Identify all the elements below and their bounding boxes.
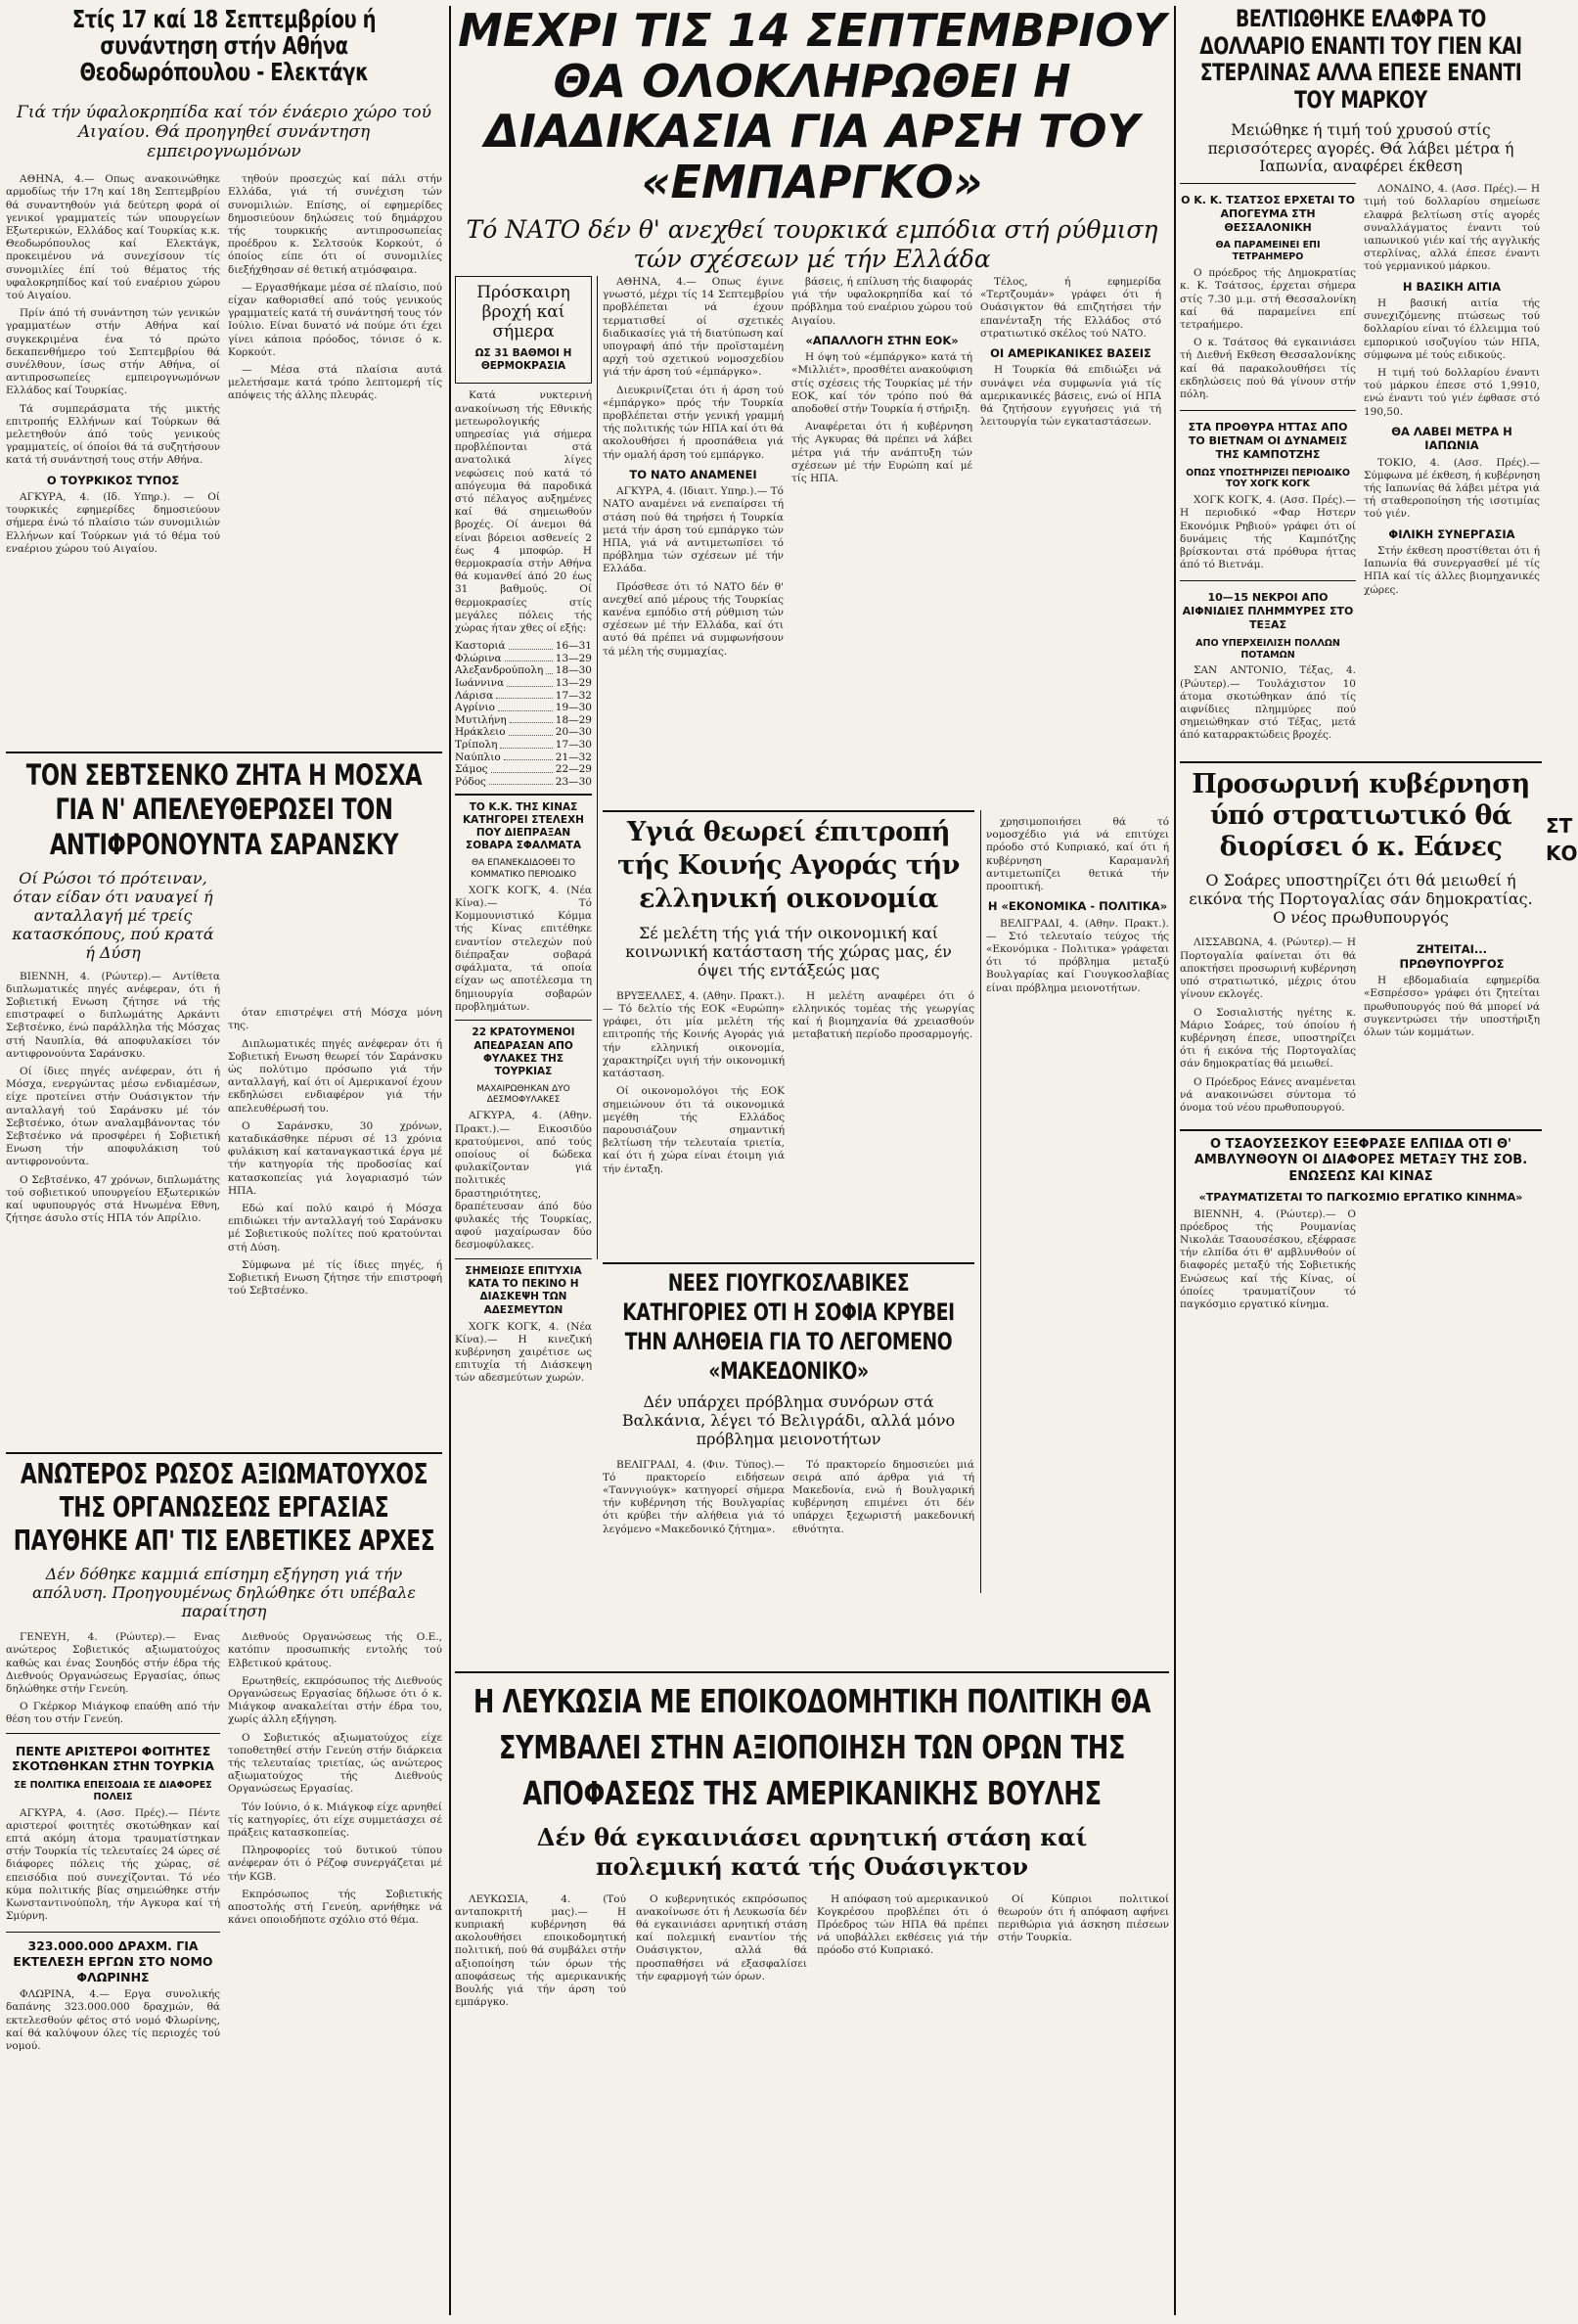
headline-eec: Υγιά θεωρεί έπιτροπή τής Κοινής Αγοράς τήν ελληνική οικονομία [617,817,960,914]
headline-yugoslavia: ΝΕΕΣ ΓΙΟΥΓΚΟΣΛΑΒΙΚΕΣ ΚΑΤΗΓΟΡΙΕΣ ΟΤΙ Η ΣΟΦΙΑ ΚΡΥΒΕΙ ΤΗΝ ΑΛΗΘΕΙΑ ΓΙΑ ΤΟ ΛΕΓΟΜΕΝΟ «ΜΑΚΕΔΟΝΙΚΟ» [622,1269,955,1385]
column-econ [986,816,1169,1579]
body-paragraph: ΑΓΚΥΡΑ, 4. (Ιδ. Υπηρ.). — Οί τουρκικές εφημερίδες δημοσιεύουν σήμερα ένώ τό πλαίσιο τών συνομιλιών Ελλήνων καί Τούρκων γιά τό θέμα τού εναέριου χώρου τού Αιγαίου. [6,490,220,555]
body-paragraph: Διευκρινίζεται ότι ή άρση τού «έμπάργκο» πρός τήν Τουρκία προβλέπεται στήν γενική γραμμή τής πολιτικής τών ΗΠΑ καί ότι θά ακολουθήσει ή προσπάθεια γιά τήν ομαλή άρση τού εμπάργκο. [603,384,784,461]
headline-dollar: ΒΕΛΤΙΩΘΗΚΕ ΕΛΑΦΡΑ ΤΟ ΔΟΛΛΑΡΙΟ ΕΝΑΝΤΙ ΤΟΥ ΓΙΕΝ ΚΑΙ ΣΤΕΡΛΙΝΑΣ ΑΛΛΑ ΕΠΕΣΕ ΕΝΑΝΤΙ ΤΟΥ ΜΑΡΚΟΥ [1199,5,1522,114]
headline-peking: ΣΗΜΕΙΩΣΕ ΕΠΙΤΥΧΙΑ ΚΑΤΑ ΤΟ ΠΕΚΙΝΟ Η ΔΙΑΣΚΕΨΗ ΤΩΝ ΑΔΕΣΜΕΥΤΩΝ [465,1265,582,1316]
main-headline: ΜΕΧΡΙ ΤΙΣ 14 ΣΕΠΤΕΜΒΡΙΟΥ ΘΑ ΟΛΟΚΛΗΡΩΘΕΙ Η ΔΙΑΔΙΚΑΣΙΑ ΓΙΑ ΑΡΣΗ ΤΟΥ «ΕΜΠΑΡΓΚΟ» [458,4,1166,208]
temperature-range: 17—30 [555,739,592,751]
temperature-city: Λάρισα [455,689,494,702]
subhead-portugal: Ο Σοάρες υποστηρίζει ότι θά μειωθεί ή εικόνα τής Πορτογαλίας σάν δημοκρατίας. Ο νέος πρωθυπουργός [1189,870,1533,927]
headline-portugal: Προσωρινή κυβέρνηση ύπό στρατιωτικό θά διορίσει ό κ. Εάνες [1192,768,1530,863]
body-paragraph: όταν επιστρέψει στή Μόσχα μόνη της. [228,1007,442,1032]
leader-dots [510,714,553,724]
temperature-row [455,726,592,739]
column-rule [980,810,981,1593]
edge-text: ΣΤ [1546,814,1573,838]
body-paragraph: τηθούν προσεχώς καί πάλι στήν Ελλάδα, γιά τή συνέχιση τών συνομιλιών. Επίσης, οί εφημερίδες δημοσιεύουν δηλώσεις τού δημάρχου τής τουρκικής αντιπροσωπείας προέδρου κ. Σελτσούκ Κορκούτ, ό όποίος είπε ότι οί συνομιλίες διεξήχθησαν σέ θετική ατμόσφαιρα. [228,173,442,276]
body-paragraph: Αναφέρεται ότι ή κυβέρνηση τής Αγκυρας θά πρέπει νά λάβει μέτρα γιά τήν ανάπτυξη τών σχέσεων μέ τήν Ευρώπη καί μέ τίς ΗΠΑ. [791,421,972,485]
temperature-range: 21—32 [555,751,592,763]
edge-text: ΚΟ [1546,842,1578,865]
divider [603,1262,974,1264]
article-headline-meeting: Στίς 17 καί 18 Σεπτεμβρίου ή συνάντηση στήν Αθήνα Θεοδωρόπουλου - Ελεκτάγκ [71,5,377,86]
headline-china: ΤΟ Κ.Κ. ΤΗΣ ΚΙΝΑΣ ΚΑΤΗΓΟΡΕΙ ΣΤΕΛΕΧΗ ΠΟΥ ΔΙΕΠΡΑΞΑΝ ΣΟΒΑΡΑ ΣΦΑΛΜΑΤΑ [463,800,584,852]
body-paragraph: ΒΙΕΝΝΗ, 4. (Ρώυτερ).— Αντίθετα διπλωματικές πηγές ανέφεραν, ότι ή Σοβιετική Ενωση ζήτησε νά τής επιστραφεί ο διπλωμάτης Αρκάντι Σεβτσένκο, ένώ παράλληλα τής Μόσχας στή Ναυπλία, θά αποφυλακίσει τόν αντιφρονούντα Σαράνσκυ. [6,970,220,1060]
leader-dots [507,677,553,687]
body-paragraph: Κατά νυκτερινή ανακοίνωση τής Εθνικής μετεωρολογικής υπηρεσίας γιά σήμερα προβλέπονται στά ανατολικά λίγες νεφώσεις πού κατά τό απόγευμα θά παροδικά στό πέλαγος αυξημένες καί θά σημειωθούν βροχές. Οί άνεμοι θά είναι βόρειοι ασθενείς 2 έως 4 μποφώρ. Η θερμοκρασία στήν Αθήνα θά κυμανθεί άπό 20 έως 31 βαθμούς. Οί θερμοκρασίες στίς μεγάλες πόλεις τής χώρας ήταν χθες οί εξής: [455,389,592,635]
leader-dots [504,752,553,761]
article-intro-russian-official: Δέν δόθηκε καμμιά επίσημη εξήγηση γιά τήν απόλυση. Προηγουμένως δηλώθηκε ότι υπέβαλε παραίτηση [31,1565,417,1621]
body-paragraph: Οί Κύπριοι πολιτικοί θεωρούν ότι ή απόφαση αφήνει περιθώρια γιά άσκηση πιέσεων στήν Τουρκία. [998,1892,1169,1944]
temperature-city: Αλεξανδρούπολη [455,664,544,677]
subhead-china: ΘΑ ΕΠΑΝΕΚΔΙΔΟΘΕΙ ΤΟ ΚΟΜΜΑΤΙΚΟ ΠΕΡΙΟΔΙΚΟ [470,858,577,880]
body-paragraph: ΧΟΓΚ ΚΟΓΚ, 4. (Ασσ. Πρές).— Η περιοδικό «Φαρ Ηστερν Εκονόμικ Ρηβιού» γράφει ότι οί δυνάμεις τής Καμπότζης βρίσκονται στά πρόθυρα ήττας άπό τό Βιετνάμ. [1180,494,1356,571]
body-paragraph: Ο Σαράνσκυ, 30 χρόνων, καταδικάσθηκε πέρυσι σέ 13 χρόνια φυλάκιση καί καταναγκαστικά έργα μέ τήν κατηγορία τής προδοσίας καί κατασκοπείας γιά λογαριασμό τών ΗΠΑ. [228,1119,442,1197]
headline-students: ΠΕΝΤΕ ΑΡΙΣΤΕΡΟΙ ΦΟΙΤΗΤΕΣ ΣΚΟΤΩΘΗΚΑΝ ΣΤΗΝ ΤΟΥΡΚΙΑ [12,1743,214,1774]
divider [455,794,592,796]
body-paragraph: Πρίν άπό τή συνάντηση τών γενικών γραμματέων στήν Αθήνα καί συγκεκριμένα ένα τό πρώτο δεκαπενθήμερο τού Σεπτεμβρίου θά συνέλθουν, ίσως στήν Αθήνα, οί αντιπροσωπείες εμπειρογνωμόνων Ελλάδος καί Τουρκίας. [6,307,220,397]
body-paragraph: Η τιμή τού δολλαρίου έναντι τού μάρκου έπεσε στό 1,9910, ενώ έναντι τού γιέν έφθασε στό 190,50. [1364,367,1540,418]
body-paragraph: — Μέσα στά πλαίσια αυτά μελετήσαμε κατά τρόπο λεπτομερή τίς απόψεις τής άλλης πλευράς. [228,363,442,402]
section-label-press: Ο ΤΟΥΡΚΙΚΟΣ ΤΥΠΟΣ [46,473,180,487]
weather-subtitle: ΩΣ 31 ΒΑΘΜΟΙ Η ΘΕΡΜΟΚΡΑΣΙΑ [474,347,572,373]
body-paragraph: Ερωτηθείς, εκπρόσωπος τής Διεθνούς Οργανώσεως Εργασίας δήλωσε ότι ό κ. Μιάγκοφ ανακαλείται στήν έδρα του, χωρίς άλλη εξήγηση. [228,1674,442,1726]
article-headline-sevtsenko: ΤΟΝ ΣΕΒΤΣΕΝΚΟ ΖΗΤΑ Η ΜΟΣΧΑ ΓΙΑ Ν' ΑΠΕΛΕΥΘΕΡΩΣΕΙ ΤΟΝ ΑΝΤΙΦΡΟΝΟΥΝΤΑ ΣΑΡΑΝΣΚΥ [25,758,423,861]
temperature-range: 13—29 [555,677,592,690]
body-paragraph: Ο Πρόεδρος Εάνες αναμένεται νά ανακοινώσει σύντομα τό όνομα τού νέου πρωθυπουργού. [1180,1075,1356,1114]
temperature-city: Φλώρινα [455,652,502,664]
temperature-row [455,664,592,677]
headline-cyprus: Η ΛΕΥΚΩΣΙΑ ΜΕ ΕΠΟΙΚΟΔΟΜΗΤΙΚΗ ΠΟΛΙΤΙΚΗ ΘΑ ΣΥΜΒΑΛΕΙ ΣΤΗΝ ΑΞΙΟΠΟΙΗΣΗ ΤΩΝ ΟΡΩΝ ΤΗΣ ΑΠΟΦΑΣΕΩΣ ΤΗΣ ΑΜΕΡΙΚΑΝΙΚΗΣ ΒΟΥΛΗΣ [473,1682,1151,1812]
subhead-tsaousesku: «ΤΡΑΥΜΑΤΙΖΕΤΑΙ ΤΟ ΠΑΓΚΟΣΜΙΟ ΕΡΓΑΤΙΚΟ ΚΙΝΗΜΑ» [1198,1190,1523,1204]
body-paragraph: ΒΕΛΙΓΡΑΔΙ, 4. (Φιν. Τύπος).— Τό πρακτορείο ειδήσεων «Ταννγιούγκ» κατηγορεί σήμερα τήν κυβέρνηση τής Βουλγαρίας ότι κρύβει τήν αλήθεια γιά τό λεγόμενο «Μακεδονικό ζήτημα». [603,1458,785,1535]
body-paragraph: Οί οικονομολόγοι τής ΕΟΚ σημειώνουν ότι τά οικονομικά μεγέθη τής Ελλάδος παρουσιάζουν σημαντική βελτίωση τήν τελευταία τριετία, καί ότι ή χώρα είναι έτοιμη γιά τήν ένταξη. [603,1085,785,1175]
box-florina [6,1938,220,2053]
body-paragraph: Στήν έκθεση προστίθεται ότι ή Ιαπωνία θά συνεργασθεί μέ τίς ΗΠΑ καί τίς άλλες βιομηχανικές χώρες. [1364,544,1540,596]
body-paragraph: Η εβδομαδιαία εφημερίδα «Εσπρέσσο» γράφει ότι ζητείται πρωθυπουργός πού θά μπορεί νά συγκεντρώσει τήν υποστήριξη όλων τών κομμάτων. [1364,975,1540,1039]
temperature-city: Καστοριά [455,640,506,653]
body-paragraph: Ο κ. Τσάτσος θά εγκαινιάσει τή Διεθνή Εκθεση Θεσσαλονίκης καί θά παρακολουθήσει τίς εκδηλώσεις πού θά γίνουν στήν πόλη. [1180,337,1356,401]
body-paragraph: ΑΓΚΥΡΑ, 4. (Αθην. Πρακτ.).— Εικοσιδύο κρατούμενοι, από τούς οποίους οί δώδεκα φυλακίζονταν γιά πολιτικές δραστηριότητες, δραπέτευσαν άπό δύο φυλακές τής Τουρκίας, αφού μαχαίρωσαν δύο δεσμοφύλακες. [455,1110,592,1252]
temperature-range: 20—30 [555,726,592,739]
body-paragraph: ΧΟΓΚ ΚΟΓΚ, 4. (Νέα Κίνα).— Τό Κομμουνιστικό Κόμμα τής Κίνας επιτέθηκε εναντίον στελεχών πού διέπραξαν σοβαρά σφάλματα, τά οποία είχαν ως αποτέλεσμα τη δημιουργία σοβαρών προβλημάτων. [455,884,592,1013]
headline-tsaousesku: Ο ΤΣΑΟΥΣΕΣΚΟΥ ΕΞΕΦΡΑΣΕ ΕΛΠΙΔΑ ΟΤΙ Θ' ΑΜΒΛΥΝΘΟΥΝ ΟΙ ΔΙΑΦΟΡΕΣ ΜΕΤΑΞΥ ΤΗΣ ΣΟΒ. ΕΝΩΣΕΩΣ ΚΑΙ ΚΙΝΑΣ [1194,1137,1528,1184]
body-paragraph: Τό πρακτορείο δημοσιεύει μιά σειρά από άρθρα γιά τή Μακεδονία, ενώ ή Βουλγαρική κυβέρνηση επιμένει ότι δέν υπάρχει ξεχωριστή μακεδονική εθνότητα. [792,1458,974,1535]
headline-vietnam: ΣΤΑ ΠΡΟΘΥΡΑ ΗΤΤΑΣ ΑΠΟ ΤΟ ΒΙΕΤΝΑΜ ΟΙ ΔΥΝΑΜΕΙΣ ΤΗΣ ΚΑΜΠΟΤΖΗΣ [1188,421,1348,461]
subhead-texas: ΑΠΟ ΥΠΕΡΧΕΙΛΙΣΗ ΠΟΛΛΩΝ ΠΟΤΑΜΩΝ [1195,637,1340,661]
weather-title: Πρόσκαιρη βροχή καί σήμερα [476,283,570,342]
subhead-vietnam: ΟΠΩΣ ΥΠΟΣΤΗΡΙΖΕΙ ΠΕΡΙΟΔΙΚΟ ΤΟΥ ΧΟΓΚ ΚΟΓΚ [1186,467,1350,490]
section-label-japan: ΘΑ ΛΑΒΕΙ ΜΕΤΡΑ Η ΙΑΠΩΝΙΑ [1391,424,1512,453]
column-right [1180,6,1542,2315]
body-paragraph: Ο κυβερνητικός εκπρόσωπος ανακοίνωσε ότι ή Λευκωσία δέν θά εγκαινιάσει αρνητική στάση καί πολεμική εναντίον τής Ουάσιγκτον, αλλά θά προσπαθήσει νά εξασφαλίσει τήν εφαρμογή τών όρων. [636,1892,807,1982]
subhead-students: ΣΕ ΠΟΛΙΤΙΚΑ ΕΠΕΙΣΟΔΙΑ ΣΕ ΔΙΑΦΟΡΕΣ ΠΟΛΕΙΣ [14,1779,212,1802]
body-paragraph: Ο Σοβιετικός αξιωματούχος είχε τοποθετηθεί στήν Γενεύη στήν διάρκεια τής τελευταίας τριετίας, ώς ανώτερος αξιωματούχος τής Διεθνούς Οργανώσεως Εργασίας. [228,1731,442,1796]
column-center-left [455,276,592,1385]
temperature-range: 18—29 [555,713,592,726]
subhead-eec: Σέ μελέτη τής γιά τήν οικονομική καί κοινωνική κατάσταση τής χώρας μας, έν όψει τής εντάξεώς μας [625,924,952,980]
box-texas [1180,580,1356,751]
body-paragraph: ΤΟΚΙΟ, 4. (Ασσ. Πρές).— Σύμφωνα μέ έκθεση, ή κυβέρνηση τής Ιαπωνίας θά λάβει μέτρα γιά τή σταθεροποίηση τής ισοτιμίας τού γιέν. [1364,456,1540,521]
temperature-row [455,677,592,690]
body-paragraph: ΛΙΣΣΑΒΩΝΑ, 4. (Ρώυτερ).— Η Πορτογαλία φαίνεται ότι θά αποκτήσει προσωρινή κυβέρνηση υπό στρατιωτικό, μέχρις ότου γίνουν εκλογές. [1180,936,1356,1001]
body-paragraph: Πρόσθεσε ότι τό ΝΑΤΟ δέν θ' ανεχθεί από μέρους τής Τουρκίας κανένα εμπόδιο στή ρύθμιση τών σχέσεων μέ τήν Ελλάδα, καί ότι αυτό θά πρέπει νά συμφωνήσουν τά μέλη τής συμμαχίας. [603,580,784,658]
intro-dollar: Μειώθηκε ή τιμή τού χρυσού στίς περισσότερες αγορές. Θά λάβει μέτρα ή Ιαπωνία, αναφέρει έκθεση [1207,121,1514,175]
temperature-range: 17—32 [555,689,592,702]
column-rule [1174,6,1176,2315]
box-vietnam [1180,411,1356,580]
temperature-range: 23—30 [555,775,592,788]
body-paragraph: βάσεις, ή επίλυση τής διαφοράς γιά τήν υφαλοκρηπίδα καί τό πρόβλημα τού εναέριου χώρου τού Αιγαίου. [791,276,972,327]
article-eec [603,816,974,1266]
body-paragraph: ΑΓΚΥΡΑ, 4. (Ιδιαιτ. Υπηρ.).— Τό ΝΑΤΟ αναμένει νά ενεπαίρσει τή στάση πού θά τηρήσει ή Τουρκία μετά τήν άρση τού εμπάργκο τών ΗΠΑ, γιά νά αντιμετωπίσει τό πρόβλημα τών σχέσεων μέ τήν Ελλάδα. [603,485,784,575]
divider [455,1258,592,1260]
box-tsatsos [1180,183,1356,411]
edge-fragment [1546,812,1578,890]
section-label-cooperation: ΦΙΛΙΚΗ ΣΥΝΕΡΓΑΣΙΑ [1388,526,1515,541]
section-label-cause: Η ΒΑΣΙΚΗ ΑΙΤΙΑ [1402,279,1502,294]
article-intro-sevtsenko: Οί Ρώσοι τό πρότειναν, όταν είδαν ότι ναυαγεί ή ανταλλαγή μέ τρείς κατασκόπους, πού κρατά ή Δύση [12,869,214,962]
body-paragraph: ΧΟΓΚ ΚΟΓΚ, 4. (Νέα Κίνα).— Η κινεζική κυβέρνηση χαιρέτισε ως επιτυχία τή Διάσκεψη τών αδεσμεύτων χωρών. [455,1320,592,1385]
body-paragraph: Ο Γκέρκορ Μιάγκοφ επαύθη από τήν θέση του στήν Γενεύη. [6,1701,220,1726]
subhead-tsatsos: ΘΑ ΠΑΡΑΜΕΙΝΕΙ ΕΠΙ ΤΕΤΡΑΗΜΕΡΟ [1215,240,1321,263]
article-headline-russian-official: ΑΝΩΤΕΡΟΣ ΡΩΣΟΣ ΑΞΙΩΜΑΤΟΥΧΟΣ ΤΗΣ ΟΡΓΑΝΩΣΕΩΣ ΕΡΓΑΣΙΑΣ ΠΑΥΘΗΚΕ ΑΠ' ΤΙΣ ΕΛΒΕΤΙΚΕΣ ΑΡΧΕΣ [13,1458,435,1558]
body-paragraph: Τόν Ιούνιο, ό κ. Μιάγκοφ είχε αρνηθεί τίς κατηγορίες, ότι είχε συμμετάσχει σέ πράξεις κατασκοπείας. [228,1800,442,1839]
leader-dots [509,726,553,736]
body-paragraph: Η απόφαση τού αμερικανικού Κογκρέσου προβλέπει ότι ό Πρόεδρος τών ΗΠΑ θά πρέπει νά υποβάλλει εκθέσεις γιά τήν πρόοδο στό Κυπριακό. [817,1892,988,1957]
body-paragraph: Η όψη τού «έμπάργκο» κατά τή «Μιλλιέτ», προσθέτει ανακούφιση στίς σχέσεις τής Τουρκίας μέ τήν ΕΟΚ, καί τόν τρόπο πού θά αποδοθεί στήν Τουρκία ή στήριξη. [791,351,972,415]
temperature-city: Ρόδος [455,775,486,788]
divider [1180,761,1542,763]
section-label-us-bases: ΟΙ ΑΜΕΡΙΚΑΝΙΚΕΣ ΒΑΣΕΙΣ [990,346,1151,361]
temperature-city: Σάμος [455,763,488,776]
section-label-nato: ΤΟ ΝΑΤΟ ΑΝΑΜΕΝΕΙ [629,467,757,481]
body-paragraph: ΛΕΥΚΩΣΙΑ, 4. (Τού ανταποκριτή μας).— Η κυπριακή κυβέρνηση θά ακολουθήσει εποικοδομητική πολιτική, πού θά συμβάλει στήν αξιοποίηση τών όρων τής αποφάσεως τής αμερικανικής Βουλής γιά τήν άρση τού εμπάργκο. [455,1892,626,2009]
body-paragraph: Πληροφορίες τού δυτικού τύπου ανέφεραν ότι ό Ρέζοφ συνεργάζεται μέ τήν KGB. [228,1845,442,1883]
headline-florina: 323.000.000 ΔΡΑΧΜ. ΓΙΑ ΕΚΤΕΛΕΣΗ ΕΡΓΩΝ ΣΤΟ ΝΟΜΟ ΦΛΩΡΙΝΗΣ [13,1938,213,1984]
section-label-wanted: ΖΗΤΕΙΤΑΙ... ΠΡΩΘΥΠΟΥΡΓΟΣ [1399,942,1505,971]
temperature-range: 18—30 [555,664,592,677]
section-label-eec: «ΑΠΑΛΛΟΓΗ ΣΤΗΝ ΕΟΚ» [805,333,959,347]
headline-turkey-prison: 22 ΚΡΑΤΟΥΜΕΝΟΙ ΑΠΕΔΡΑΣΑΝ ΑΠΟ ΦΥΛΑΚΕΣ ΤΗΣ ΤΟΥΡΚΙΑΣ [472,1026,575,1077]
temperature-range: 22—29 [555,763,592,776]
divider [1180,1129,1542,1131]
leader-dots [509,640,553,650]
column-nato [603,276,1169,804]
body-paragraph: ΒΙΕΝΝΗ, 4. (Ρώυτερ).— Ο πρόεδρος τής Ρουμανίας Νικολάε Τσαουσέσκου, εξέφρασε τήν ελπίδα ότι θ' αμβλυνθούν οί διαφορές μεταξύ τής Σοβιετικής Ενώσεως καί τής Κίνας, οί όποίες τραυματίζουν τό παγκόσμιο εργατικό κίνημα. [1180,1208,1356,1311]
body-paragraph: χρησιμοποιήσει θά τό νομοσχέδιο γιά νά επιτύχει πρόοδο στό Κυπριακό, καί ότι ή κυβέρνηση Καραμανλή αντιμετωπίζει θετικά τήν προοπτική. [986,816,1169,893]
body-paragraph: Ο Σεβτσένκο, 47 χρόνων, διπλωμάτης τού σοβιετικού υπουργείου Εξωτερικών καί υφυπουργός στά Ηνωμένα Εθνη, ζήτησε άσυλο στίς ΗΠΑ τόν Απρίλιο. [6,1173,220,1225]
temperature-range: 13—29 [555,652,592,664]
body-paragraph: Η βασική αιτία τής συνεχιζόμενης πτώσεως τού δολλαρίου είναι τό έλλειμμα τού εμπορικού ισοζυγίου τών ΗΠΑ, σύμφωνα μέ τούς ειδικούς. [1364,297,1540,361]
body-paragraph: — Εργασθήκαμε μέσα σέ πλαίσιο, πού είχαν καθορισθεί από τούς γενικούς γραμματείς κατά τή συνάντησή τους τόν Ιούλιο. Είναι δυνατό νά πούμε ότι έχει γίνει κάποια πρόοδος, τόνισε ό κ. Κορκούτ. [228,281,442,358]
divider [6,752,442,753]
temperature-city: Ναύπλιο [455,751,501,763]
leader-dots [498,702,553,711]
body-paragraph: Τά συμπεράσματα τής μικτής επιτροπής Ελλήνων καί Τούρκων θά μελετηθούν άπό τούς γενικούς γραμματείς, οί όποίοι θά τά συζητήσουν κατά τή συνάντησή τους στήν Αθήνα. [6,402,220,467]
body-paragraph: ΓΕΝΕΥΗ, 4. (Ρώυτερ).— Ενας ανώτερος Σοβιετικός αξιωματούχος καθώς και ένας Σουηδός στήν έδρα τής Διεθνούς Οργανώσεως Εργασίας, όπως δηλώθηκε στήν Γενεύη. [6,1631,220,1695]
body-paragraph: ΦΛΩΡΙΝΑ, 4.— Εργα συνολικής δαπάνης 323.000.000 δραχμών, θά εκτελεσθούν φέτος στό νομό Φλωρίνης, καί θά καλύψουν όλες τίς περιοχές τού νομού. [6,1988,220,2053]
body-paragraph: Τέλος, ή εφημερίδα «Τερτζουμάν» γράφει ότι ή Ουάσιγκτον θά επιζητήσει τήν επανένταξη τής Ελλάδος στό στρατιωτικό σκέλος τού ΝΑΤΟ. [980,276,1161,340]
temperature-city: Ιωάννινα [455,677,505,690]
divider [455,1020,592,1022]
column-rule [597,276,598,1259]
body-paragraph: ΑΓΚΥΡΑ, 4. (Ασσ. Πρές).— Πέντε αριστεροί φοιτητές σκοτώθηκαν καί επτά ακόμη άτομα τραυματίστηκαν στήν Τουρκία τίς τελευταίες 24 ώρες σέ διάφορες πόλεις τής χώρας, σέ επεισόδια πού συνεχίζονται. Τό νέο κύμα πολιτικής βίας σημειώθηκε στήν Κωνσταντινούπολη, τήν Αγκυρα καί τή Σμύρνη. [6,1806,220,1923]
body-paragraph: Οί ίδιες πηγές ανέφεραν, ότι ή Μόσχα, ενεργώντας μέσω ενδιαμέσων, είχε προτείνει στήν Ουάσιγκτον τήν ανταλλαγή τού Σαράνσκυ μέ τόν Σεβτσένκο, ότων αναλαμβάνοντας τόν Σεβτσένκο νά προσφέρει ή Σοβιετική Ενωση τήν αποφυλάκιση τού αντιφρονούντα. [6,1065,220,1168]
leader-dots [505,653,553,662]
article-sevtsenko [6,758,442,1443]
temperature-row [455,640,592,653]
temperature-row [455,763,592,776]
section-label-econ: Η «ΕΚΟΝΟΜΙΚΑ - ΠΟΛΙΤΙΚΑ» [987,899,1168,914]
leader-dots [500,739,552,749]
leader-dots [491,763,553,773]
weather-box [455,276,592,384]
temperature-row [455,739,592,752]
box-students [6,1733,220,1934]
headline-tsatsos: Ο Κ. Κ. ΤΣΑΤΣΟΣ ΕΡΧΕΤΑΙ ΤΟ ΑΠΟΓΕΥΜΑ ΣΤΗ ΘΕΣΣΑΛΟΝΙΚΗ [1181,194,1355,234]
body-paragraph: Εκπρόσωπος τής Σοβιετικής αποστολής στή Γενεύη, αρνήθηκε νά κάνει οποιοδήποτε σχόλιο στό θέμα. [228,1888,442,1927]
temperature-row [455,702,592,714]
temperature-row [455,752,592,764]
body-paragraph: ΛΟΝΔΙΝΟ, 4. (Ασσ. Πρές).— Η τιμή τού δολλαρίου σημείωσε ελαφρά βελτίωση στίς αγορές συναλλάγματος έναντι τού ιαπωνικού γιέν καί τής αγγλικής στερλίνας, αλλά έπεσε έναντι τού γερμανικού μάρκου. [1364,183,1540,273]
temperature-range: 16—31 [555,640,592,653]
main-subhead: Τό ΝΑΤΟ δέν θ' ανεχθεί τουρκικά εμπόδια στή ρύθμιση τών σχέσεων μέ τήν Ελλάδα [466,215,1158,274]
temperature-city: Τρίπολη [455,739,498,751]
body-paragraph: Εδώ καί πολύ καιρό ή Μόσχα επιδιώκει τήν ανταλλαγή τού Σαράνσκυ μέ Σοβιετικούς πολίτες πού κρατούνται στή Δύση. [228,1202,442,1253]
body-paragraph: ΒΕΛΙΓΡΑΔΙ, 4. (Αθην. Πρακτ.).— Στό τελευταίο τεύχος τής «Εκονόμικα - Πολιτικα» γράφεται ότι τό πρόβλημα μεταξύ Βουλγαρίας καί Γιουγκοσλαβίας είναι πρόβλημα μειονοτήτων. [986,917,1169,994]
temperature-table [455,640,592,788]
body-paragraph: Η Τουρκία θά επιδιώξει νά συνάψει νέα συμφωνία γιά τίς αμερικανικές βάσεις, ενώ οί ΗΠΑ θά ζητήσουν εγγυήσεις γιά τή λειτουργία τών εγκαταστάσεων. [980,364,1161,429]
temperature-row [455,653,592,665]
body-paragraph: ΑΘΗΝΑ, 4.— Οπως έγινε γνωστό, μέχρι τίς 14 Σεπτεμβρίου προβλέπεται νά έχουν τερματισθεί οί σχετικές διαδικασίες γιά τή διατύπωση καί υπογραφή άπό τήν προϊσταμένη αρχή τού σχετικού νομοσχεδίου γιά τήν άρση τού «έμπάργκο». [603,276,784,379]
divider [603,810,974,812]
temperature-city: Μυτιλήνη [455,713,507,726]
temperature-row [455,690,592,703]
headline-texas: 10—15 ΝΕΚΡΟΙ ΑΠΟ ΑΙΦΝΙΔΙΕΣ ΠΛΗΜΜΥΡΕΣ ΣΤΟ ΤΕΞΑΣ [1182,591,1354,631]
leader-dots [546,664,552,674]
temperature-range: 19—30 [555,702,592,714]
subhead-cyprus: Δέν θά εγκαινιάσει αρνητική στάση καί πολεμική κατά τής Ουάσιγκτον [536,1822,1088,1881]
body-paragraph: ΣΑΝ ΑΝΤΟΝΙΟ, Τέξας, 4. (Ρώυτερ).— Τουλάχιστον 10 άτομα σκοτώθηκαν άπό τίς αιφνίδιες πλημμύρες πού σημειώθηκαν στό Τέξας, μετά άπό καταρρακτώδεις βροχές. [1180,664,1356,742]
article-yugoslavia [603,1268,974,1664]
column-rule [449,6,451,2315]
article-russian-official [6,1458,442,2314]
article-cyprus [455,1679,1169,2315]
leader-dots [496,690,553,700]
divider [6,1452,442,1454]
body-paragraph: Ο Σοσιαλιστής ηγέτης κ. Μάριο Σοάρες, τού όποίου ή κυβέρνηση έπεσε, υποστηρίζει ότι ή εικόνα τής Πορτογαλίας σάν δημοκρατίας θά μειωθεί. [1180,1006,1356,1071]
divider [455,1671,1169,1673]
leader-dots [489,776,553,786]
temperature-row [455,714,592,727]
temperature-city: Αγρίνιο [455,702,495,714]
body-paragraph: Διεθνούς Οργανώσεως τής Ο.Ε., κατόπιν προσωπικής εντολής τού Ελβετικού κράτους. [228,1631,442,1669]
body-paragraph: ΑΘΗΝΑ, 4.— Οπως ανακοινώθηκε αρμοδίως τήν 17η καί 18η Σεπτεμβρίου θά συναντηθούν γιά δεύτερη φορά οί γενικοί γραμματείς τών υπουργείων Εξωτερικών, Ελλάδος καί Τουρκίας κ.κ. Θεοδωρόπουλος καί Ελεκτάγκ, προκειμένου νά συνεχίσουν τίς συνομιλίες έπί τού θέματος τής υφαλοκρηπίδος καί τού εναέριου χώρου τού Αιγαίου. [6,173,220,301]
temperature-city: Ηράκλειο [455,726,506,739]
body-paragraph: Διπλωματικές πηγές ανέφεραν ότι ή Σοβιετική Ενωση θεωρεί τόν Σαράνσκυ ώς πολύτιμο πρόσωπο γιά τήν ανταλλαγή, καί ότι οί Αμερικανοί έχουν εκδηλώσει ενδιαφέρον γιά τήν απελευθέρωσή του. [228,1037,442,1115]
body-paragraph: Ο πρόεδρος τής Δημοκρατίας κ. Κ. Τσάτσος, έρχεται σήμερα στίς 7.30 μ.μ. στή Θεσσαλονίκη καί θά παραμείνει επί τετραήμερο. [1180,267,1356,332]
article-intro-meeting: Γιά τήν ύφαλοκρηπίδα καί τόν ένάεριο χώρο τού Αιγαίου. Θά προηγηθεί συνάντηση εμπειρογνωμόνων [17,103,431,162]
subhead-turkey-prison: ΜΑΧΑΙΡΩΘΗΚΑΝ ΔΥΟ ΔΕΣΜΟΦΥΛΑΚΕΣ [476,1083,570,1106]
temperature-row [455,776,592,789]
body-paragraph: ΒΡΥΞΕΛΛΕΣ, 4. (Αθην. Πρακτ.).— Τό δελτίο τής ΕΟΚ «Ευρώπη» γράφει, ότι μία μελέτη τής επιτροπής τής Κοινής Αγοράς γιά τήν ελληνική οικονομία, χαρακτηρίζει υγιή τήν οικονομική κατάσταση. [603,989,785,1080]
subhead-yugoslavia: Δέν υπάρχει πρόβλημα συνόρων στά Βαλκάνια, λέγει τό Βελιγράδι, αλλά μόνο πρόβλημα μειονοτήτων [621,1392,956,1448]
body-paragraph: Σύμφωνα μέ τίς ίδιες πηγές, ή Σοβιετική Ενωση ζήτησε τήν επιστροφή τού Σεβτσένκο. [228,1258,442,1298]
body-paragraph: Η μελέτη αναφέρει ότι ό ελληνικός τομέας τής γεωργίας καί ή βιομηχανία θά χρειασθούν μεταβατική περίοδο προσαρμογής. [792,989,974,1041]
